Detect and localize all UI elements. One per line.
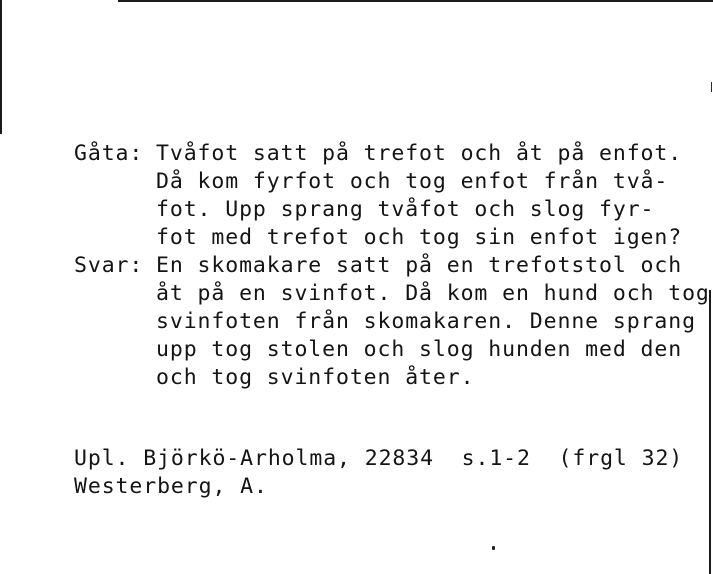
answer-line-5: och tog svinfoten åter. — [156, 365, 475, 390]
left-border-line — [0, 0, 2, 134]
right-edge-mark — [711, 82, 712, 92]
answer-line-2: åt på en svinfot. Då kom en hund och tog — [156, 281, 710, 306]
answer-line-1: En skomakare satt på en trefotstol och — [156, 253, 683, 278]
ink-speck — [492, 546, 495, 550]
informant-name: Westerberg, A. — [74, 474, 268, 499]
answer-label: Svar: — [74, 253, 144, 278]
question-line-3: fot. Upp sprang tvåfot och slog fyr- — [156, 197, 655, 222]
question-label: Gåta: — [74, 141, 144, 166]
question-line-4: fot med trefot och tog sin enfot igen? — [156, 225, 683, 250]
answer-line-4: upp tog stolen och slog hunden med den — [156, 337, 683, 362]
top-border-line — [118, 0, 713, 2]
right-border-line — [709, 290, 711, 574]
question-line-1: Tvåfot satt på trefot och åt på enfot. — [156, 141, 683, 166]
question-line-2: Då kom fyrfot och tog enfot från två- — [156, 169, 669, 194]
answer-line-3: svinfoten från skomakaren. Denne sprang — [156, 309, 696, 334]
source-reference: Upl. Björkö-Arholma, 22834 s.1-2 (frgl 32) — [74, 446, 684, 471]
